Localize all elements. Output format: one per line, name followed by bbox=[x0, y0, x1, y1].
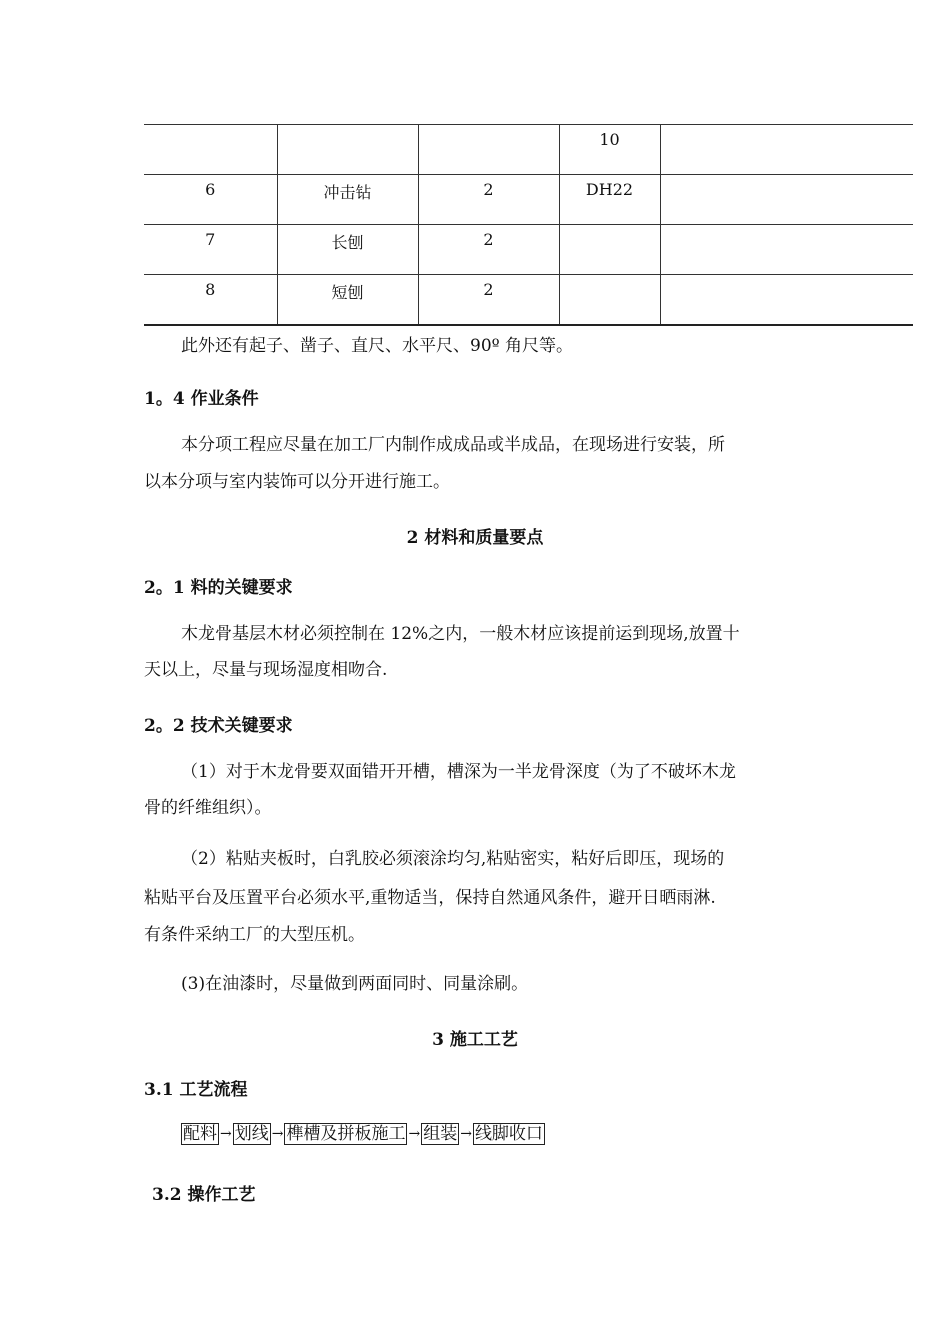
paragraph-line: (3)在油漆时，尽量做到两面同时、同量涂刷。 bbox=[181, 974, 529, 994]
paragraph-line: 骨的纤维组织）。 bbox=[144, 798, 272, 818]
section-heading-2-2: 2。2 技术关键要求 bbox=[144, 716, 293, 736]
table-cell: 2 bbox=[418, 225, 559, 275]
tools-note: 此外还有起子、凿子、直尺、水平尺、90º 角尺等。 bbox=[181, 336, 574, 356]
flow-step: 榫槽及拼板施工 bbox=[286, 1124, 406, 1144]
arrow-right-icon: → bbox=[271, 1126, 284, 1142]
table-cell bbox=[660, 125, 913, 175]
table-cell: 7 bbox=[144, 225, 277, 275]
paragraph-line: （1）对于木龙骨要双面错开开槽，槽深为一半龙骨深度（为了不破坏木龙 bbox=[181, 762, 736, 782]
chapter-heading-3: 3 施工工艺 bbox=[432, 1030, 518, 1050]
paragraph-line: 天以上，尽量与现场湿度相吻合. bbox=[144, 660, 388, 680]
table-cell bbox=[660, 175, 913, 225]
paragraph-line: 以本分项与室内装饰可以分开进行施工。 bbox=[144, 472, 450, 492]
arrow-right-icon: → bbox=[220, 1126, 232, 1142]
section-heading-1-4: 1。4 作业条件 bbox=[144, 389, 259, 409]
table-cell bbox=[418, 125, 559, 175]
table-row bbox=[144, 125, 913, 175]
paragraph-line: 粘贴平台及压置平台必须水平,重物适当，保持自然通风条件，避开日晒雨淋. bbox=[144, 888, 716, 908]
chapter-heading-2: 2 材料和质量要点 bbox=[406, 528, 544, 548]
table-cell: 冲击钻 bbox=[277, 175, 418, 225]
table-cell: 长刨 bbox=[277, 225, 418, 275]
tools-table bbox=[144, 124, 913, 326]
table-row bbox=[144, 175, 913, 225]
section-heading-3-2: 3.2 操作工艺 bbox=[152, 1185, 256, 1205]
table-cell bbox=[277, 125, 418, 175]
table-row bbox=[144, 275, 913, 325]
table-cell: 10 bbox=[559, 125, 660, 175]
table-cell: 2 bbox=[418, 275, 559, 325]
arrow-right-icon: → bbox=[460, 1126, 472, 1142]
section-heading-2-1: 2。1 料的关键要求 bbox=[144, 578, 293, 598]
table-row bbox=[144, 225, 913, 275]
flow-step: 线脚收口 bbox=[474, 1124, 543, 1144]
table-cell: 2 bbox=[418, 175, 559, 225]
paragraph-line: 有条件采纳工厂的大型压机。 bbox=[144, 925, 365, 945]
table-cell: DH22 bbox=[559, 175, 660, 225]
paragraph-line: 本分项工程应尽量在加工厂内制作成成品或半成品，在现场进行安装，所 bbox=[181, 435, 725, 455]
section-heading-3-1: 3.1 工艺流程 bbox=[144, 1080, 248, 1100]
table-cell bbox=[559, 275, 660, 325]
table-cell: 8 bbox=[144, 275, 277, 325]
table-cell: 6 bbox=[144, 175, 277, 225]
table-cell bbox=[660, 225, 913, 275]
paragraph-line: （2）粘贴夹板时，白乳胶必须滚涂均匀,粘贴密实，粘好后即压，现场的 bbox=[181, 849, 725, 869]
table-cell bbox=[660, 275, 913, 325]
paragraph-line: 木龙骨基层木材必须控制在 12%之内，一般木材应该提前运到现场,放置十 bbox=[181, 624, 740, 644]
flow-step: 划线 bbox=[234, 1124, 269, 1144]
arrow-right-icon: → bbox=[408, 1126, 421, 1142]
table-cell bbox=[144, 125, 277, 175]
flow-step: 组装 bbox=[423, 1124, 458, 1144]
process-flow bbox=[181, 1123, 545, 1145]
flow-step: 配料 bbox=[183, 1124, 217, 1144]
table-cell: 短刨 bbox=[277, 275, 418, 325]
table-cell bbox=[559, 225, 660, 275]
